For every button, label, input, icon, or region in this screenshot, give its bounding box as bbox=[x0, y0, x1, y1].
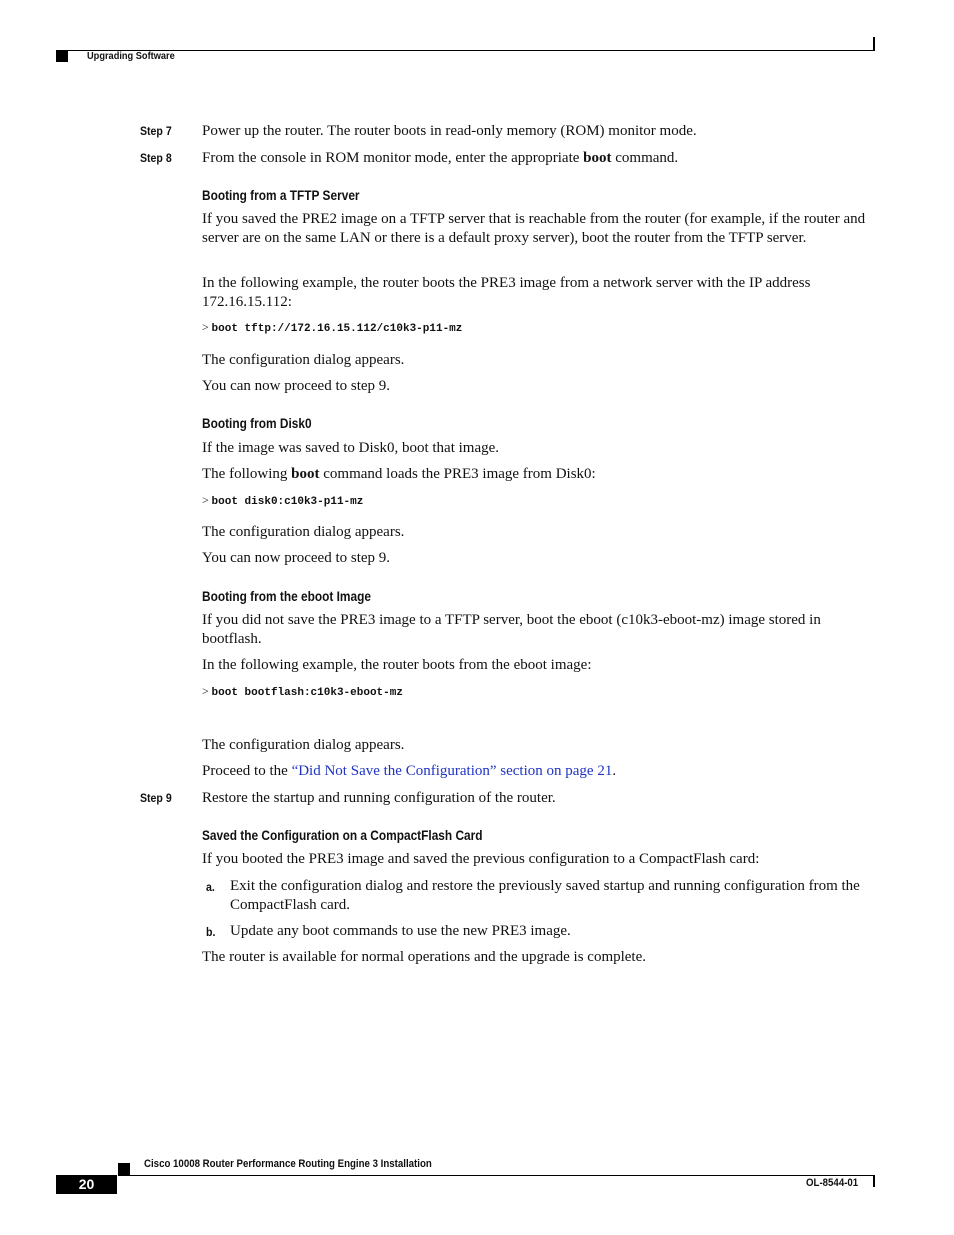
disk0-paragraph-3: The configuration dialog appears. bbox=[202, 524, 405, 540]
boot-keyword: boot bbox=[583, 150, 612, 166]
eboot-paragraph-1: If you did not save the PRE3 image to a TFTP server, boot the eboot (c10k3-eboot-mz) image stored in bootflash. bbox=[202, 612, 821, 647]
header-section-title: Upgrading Software bbox=[87, 50, 175, 62]
footer-marker bbox=[118, 1163, 130, 1175]
disk0-paragraph-1: If the image was saved to Disk0, boot that image. bbox=[202, 440, 500, 456]
footer-tick bbox=[873, 1175, 875, 1187]
step-9-label: Step 9 bbox=[140, 791, 172, 805]
step-8-label: Step 8 bbox=[140, 151, 172, 165]
disk0-command bbox=[202, 493, 363, 508]
page-number: 20 bbox=[56, 1175, 117, 1194]
compactflash-heading: Saved the Configuration on a CompactFlash Card bbox=[202, 828, 483, 843]
eboot-command bbox=[202, 684, 403, 699]
footer-document-title: Cisco 10008 Router Performance Routing Engine 3 Installation bbox=[144, 1158, 432, 1170]
tftp-command bbox=[202, 320, 462, 335]
eboot-command-text: boot bootflash:c10k3-eboot-mz bbox=[211, 687, 403, 699]
header-marker bbox=[56, 51, 68, 62]
list-item-a-text: Exit the configuration dialog and restore the previously saved startup and running configuration from the CompactFlash card. bbox=[230, 878, 860, 913]
footer-rule bbox=[118, 1175, 874, 1176]
disk0-command-text: boot disk0:c10k3-p11-mz bbox=[211, 496, 364, 508]
header-tick bbox=[873, 37, 875, 51]
tftp-paragraph-4: You can now proceed to step 9. bbox=[202, 378, 391, 394]
step-9-text: Restore the startup and running configuration of the router. bbox=[202, 790, 556, 806]
command-prompt: > bbox=[202, 320, 209, 334]
disk0-paragraph-4: You can now proceed to step 9. bbox=[202, 550, 391, 566]
tftp-command-text: boot tftp://172.16.15.112/c10k3-p11-mz bbox=[211, 323, 463, 335]
compactflash-paragraph-2: The router is available for normal operations and the upgrade is complete. bbox=[202, 949, 647, 965]
list-item-a-label: a. bbox=[206, 880, 215, 894]
command-prompt: > bbox=[202, 684, 209, 698]
list-item-b-label: b. bbox=[206, 925, 216, 939]
command-prompt: > bbox=[202, 493, 209, 507]
disk0-heading: Booting from Disk0 bbox=[202, 416, 312, 431]
document-number: OL-8544-01 bbox=[806, 1177, 859, 1189]
header-rule bbox=[56, 50, 874, 51]
eboot-paragraph-3: The configuration dialog appears. bbox=[202, 737, 405, 753]
tftp-paragraph-1: If you saved the PRE2 image on a TFTP server that is reachable from the router (for example, if the router and server are on the same LAN or there is a default proxy server), boot the router from the TFTP server. bbox=[202, 211, 866, 246]
disk0-paragraph-2: The following boot command loads the PRE3 image from Disk0: bbox=[202, 466, 596, 482]
step-8-text: From the console in ROM monitor mode, enter the appropriate boot command. bbox=[202, 150, 679, 166]
eboot-paragraph-4: Proceed to the “Did Not Save the Configuration” section on page 21. bbox=[202, 763, 617, 779]
tftp-paragraph-2: In the following example, the router boots the PRE3 image from a network server with the IP address 172.16.15.112: bbox=[202, 275, 811, 310]
tftp-heading: Booting from a TFTP Server bbox=[202, 188, 360, 203]
section-link[interactable]: “Did Not Save the Configuration” section on page 21 bbox=[291, 763, 613, 779]
step-7-text: Power up the router. The router boots in read-only memory (ROM) monitor mode. bbox=[202, 123, 697, 139]
eboot-heading: Booting from the eboot Image bbox=[202, 589, 371, 604]
boot-keyword: boot bbox=[291, 466, 320, 482]
compactflash-paragraph-1: If you booted the PRE3 image and saved the previous configuration to a CompactFlash card: bbox=[202, 851, 760, 867]
step-7-label: Step 7 bbox=[140, 124, 172, 138]
eboot-paragraph-2: In the following example, the router boots from the eboot image: bbox=[202, 657, 592, 673]
tftp-paragraph-3: The configuration dialog appears. bbox=[202, 352, 405, 368]
list-item-b-text: Update any boot commands to use the new PRE3 image. bbox=[230, 923, 571, 939]
